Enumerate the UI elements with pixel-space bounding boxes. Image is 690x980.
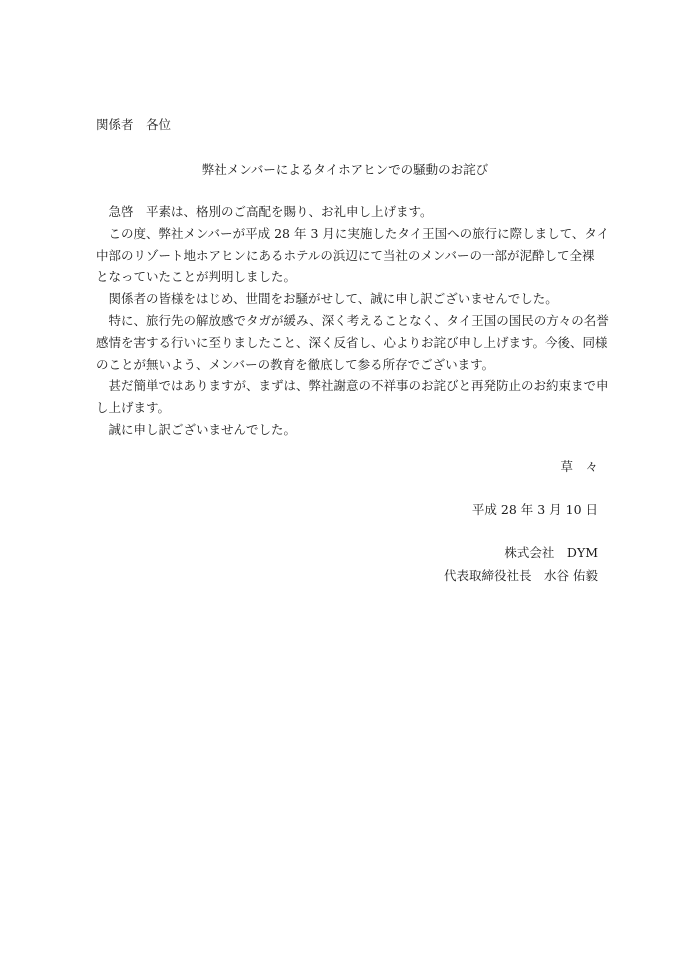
paragraph-promise (96, 375, 609, 419)
addressee: 関係者 各位 (96, 117, 172, 132)
paragraph-line: となっていたことが判明しました。 (96, 269, 297, 285)
paragraph-line: 感情を害する行いに至りましたこと、深く反省し、心よりお詫び申し上げます。今後、同様 (96, 334, 608, 350)
closing-phrase: 草 々 (560, 459, 598, 474)
company-name: 株式会社 DYM (504, 545, 598, 560)
paragraph-line: 誠に申し訳ございませんでした。 (96, 421, 297, 437)
paragraph-greeting (96, 201, 606, 223)
paragraph-reflection (96, 310, 609, 375)
paragraph-incident (96, 223, 610, 288)
paragraph-line: 急啓 平素は、格別のご高配を賜り、お礼申し上げます。 (96, 204, 433, 219)
paragraph-line: この度、弊社メンバーが平成 28 年 3 月に実施したタイ王国への旅行に際しまして、タイ (96, 225, 610, 241)
paragraph-line: 中部のリゾート地ホアヒンにあるホテルの浜辺にて当社のメンバーの一部が泥酔して全裸 (96, 247, 595, 263)
paragraph-line: し上げます。 (96, 400, 171, 416)
paragraph-line: 特に、旅行先の解放感でタガが緩み、深く考えることなく、タイ王国の国民の方々の名誉 (96, 312, 609, 328)
paragraph-line: 関係者の皆様をはじめ、世間をお騒がせして、誠に申し訳ございませんでした。 (96, 291, 558, 307)
paragraph-final-apology (96, 419, 606, 441)
signer-name: 代表取締役社長 水谷 佑毅 (444, 568, 598, 583)
letter-date: 平成 28 年 3 月 10 日 (471, 502, 598, 517)
paragraph-line: のことが無いよう、メンバーの教育を徹底して参る所存でございます。 (96, 356, 495, 372)
letter-title: 弊社メンバーによるタイホアヒンでの騒動のお詫び (201, 162, 489, 177)
paragraph-line: 甚だ簡単ではありますが、まずは、弊社謝意の不祥事のお詫びと再発防止のお約束まで申 (96, 378, 609, 394)
paragraph-apology (96, 288, 606, 310)
letter-body (96, 201, 610, 441)
